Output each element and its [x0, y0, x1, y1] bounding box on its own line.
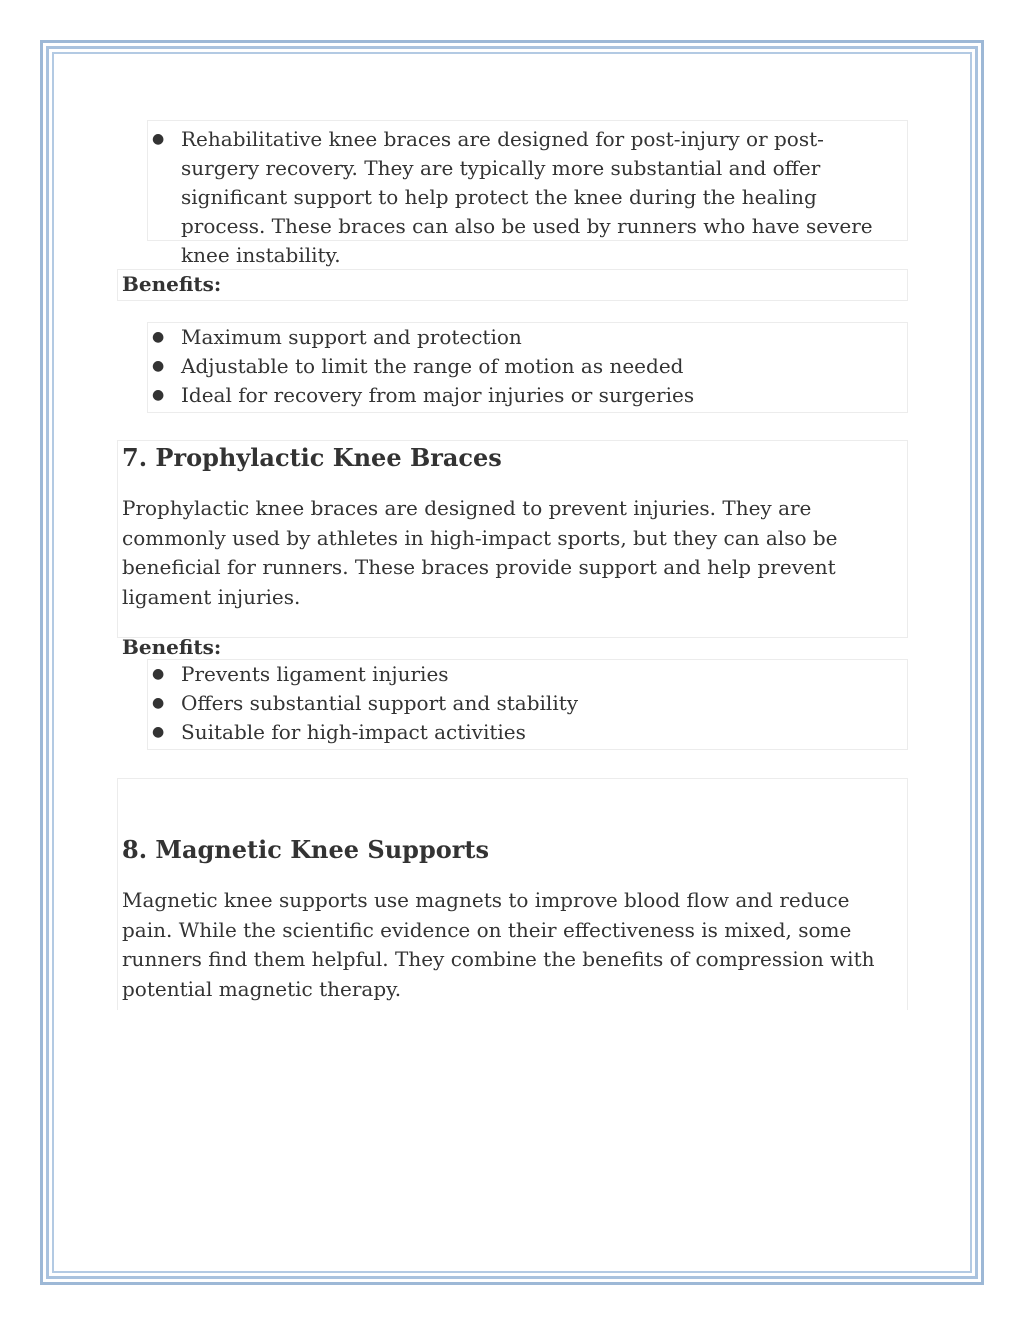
- list-item: ● Ideal for recovery from major injuries or surgeries: [148, 381, 907, 410]
- section-8-body: Magnetic knee supports use magnets to improve blood flow and reduce pain. While the scientific evidence on their effectiveness is mixed, some runners find them helpful. They combine the benefits of compression with potential magnetic therapy.: [122, 888, 875, 1001]
- section-8-heading: 8. Magnetic Knee Supports: [122, 835, 489, 864]
- rehab-benefits-box: [147, 322, 908, 413]
- section-7-body: Prophylactic knee braces are designed to prevent injuries. They are commonly used by athletes in high-impact sports, but they can also be beneficial for runners. These braces provide support and help prevent ligament injuries.: [122, 496, 838, 609]
- section-8-box: [117, 778, 908, 1010]
- rehab-benefits-label-box: [117, 269, 908, 301]
- list-item: ● Offers substantial support and stability: [148, 689, 907, 718]
- list-item: ● Adjustable to limit the range of motion as needed: [148, 352, 907, 381]
- section-7-box: [117, 440, 908, 659]
- benefits-label: Benefits:: [122, 635, 222, 659]
- section-7-benefits-list: [148, 660, 907, 747]
- benefits-label: Benefits:: [122, 272, 222, 296]
- list-item: ● Rehabilitative knee braces are designed for post-injury or post-surgery recovery. They are typically more substantial and offer significant support to help protect the knee during the healing process. These braces can also be used by runners who have severe knee instability.: [148, 125, 887, 270]
- list-item: ● Prevents ligament injuries: [148, 660, 907, 689]
- list-item: ● Suitable for high-impact activities: [148, 718, 907, 747]
- section-7-heading: 7. Prophylactic Knee Braces: [122, 443, 502, 472]
- rehab-description-box: [147, 120, 908, 267]
- rehab-benefits-list: [148, 323, 907, 410]
- section-7-benefits-box: [147, 659, 908, 750]
- rehab-description-list: [148, 125, 887, 270]
- list-item: ● Maximum support and protection: [148, 323, 907, 352]
